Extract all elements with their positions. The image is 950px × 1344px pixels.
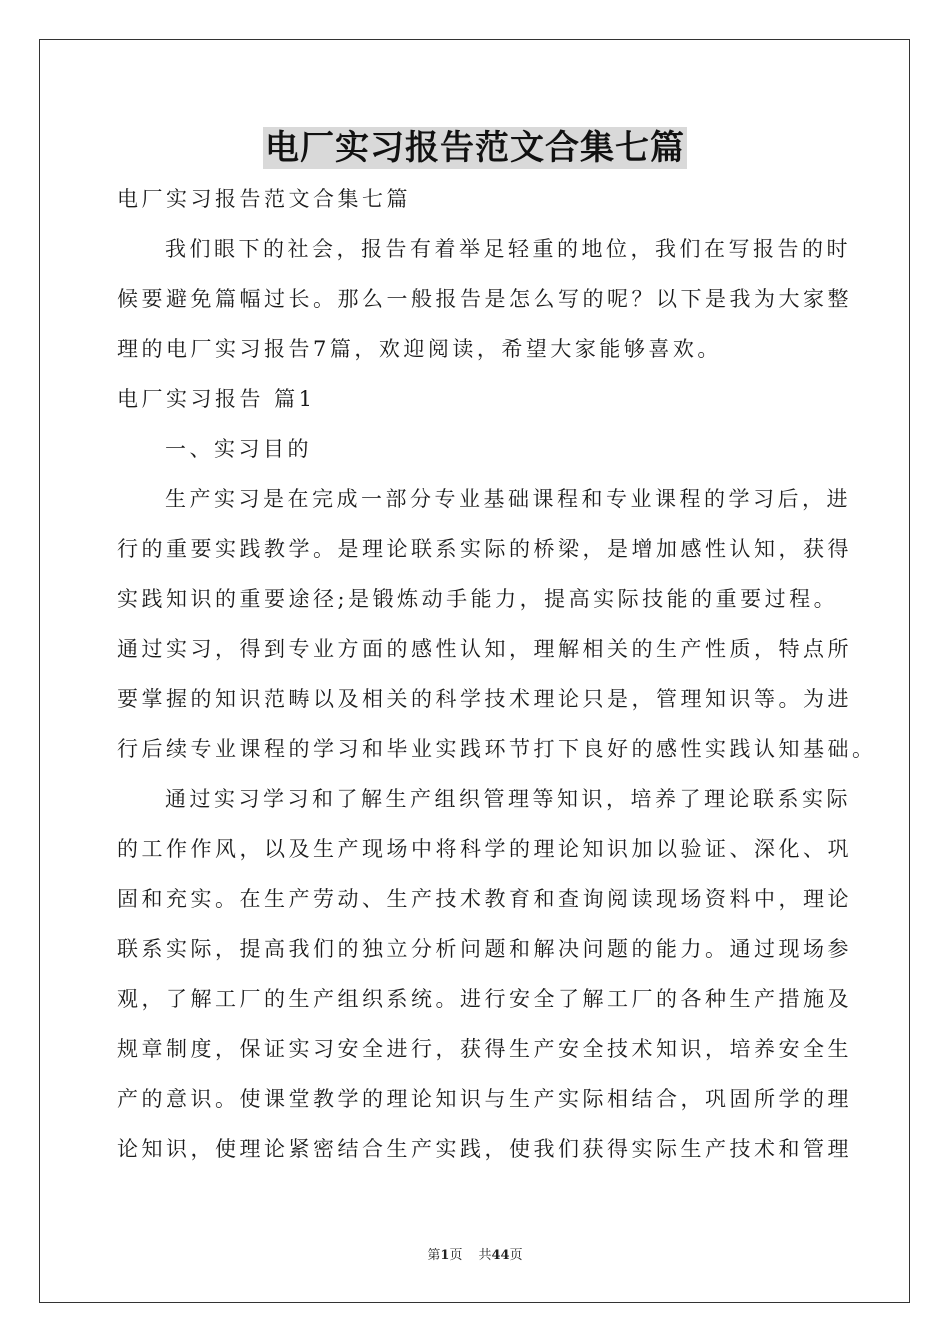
paragraph-line: 固和充实。在生产劳动、生产技术教育和查询阅读现场资料中，理论 — [117, 887, 852, 911]
total-prefix: 共 — [478, 1248, 492, 1263]
total-suffix: 页 — [509, 1248, 523, 1263]
paragraph-line: 论知识，使理论紧密结合生产实践，使我们获得实际生产技术和管理 — [117, 1137, 852, 1161]
section-heading: 电厂实习报告 篇1 — [117, 387, 316, 411]
paragraph-line: 候要避免篇幅过长。那么一般报告是怎么写的呢？以下是我为大家整 — [117, 287, 852, 311]
document-body — [117, 180, 877, 1180]
subsection-heading: 一、实习目的 — [165, 437, 312, 461]
page-suffix: 页 — [449, 1248, 463, 1263]
paragraph-line: 产的意识。使课堂教学的理论知识与生产实际相结合，巩固所学的理 — [117, 1087, 852, 1111]
paragraph-line: 我们眼下的社会，报告有着举足轻重的地位，我们在写报告的时 — [165, 237, 851, 261]
page-footer — [0, 1244, 950, 1263]
paragraph-line: 要掌握的知识范畴以及相关的科学技术理论只是，管理知识等。为进 — [117, 687, 852, 711]
paragraph-line: 行的重要实践教学。是理论联系实际的桥梁，是增加感性认知，获得 — [117, 537, 852, 561]
title-container — [0, 127, 950, 169]
page-number: 1 — [440, 1248, 450, 1263]
subtitle-line: 电厂实习报告范文合集七篇 — [117, 187, 411, 211]
paragraph-line: 联系实际，提高我们的独立分析问题和解决问题的能力。通过现场参 — [117, 937, 852, 961]
page-prefix: 第 — [427, 1248, 441, 1263]
paragraph-line: 生产实习是在完成一部分专业基础课程和专业课程的学习后，进 — [165, 487, 851, 511]
paragraph-line: 的工作作风，以及生产现场中将科学的理论知识加以验证、深化、巩 — [117, 837, 852, 861]
total-pages: 44 — [491, 1248, 510, 1263]
paragraph-line: 行后续专业课程的学习和毕业实践环节打下良好的感性实践认知基础。 — [117, 737, 877, 761]
paragraph-line: 规章制度，保证实习安全进行，获得生产安全技术知识，培养安全生 — [117, 1037, 852, 1061]
paragraph-line: 理的电厂实习报告7篇，欢迎阅读，希望大家能够喜欢。 — [117, 337, 722, 361]
paragraph-line: 通过实习学习和了解生产组织管理等知识，培养了理论联系实际 — [165, 787, 851, 811]
document-title: 电厂实习报告范文合集七篇 — [265, 128, 685, 168]
paragraph-line: 通过实习，得到专业方面的感性认知，理解相关的生产性质，特点所 — [117, 637, 852, 661]
paragraph-line: 实践知识的重要途径;是锻炼动手能力，提高实际技能的重要过程。 — [117, 587, 839, 611]
paragraph-line: 观，了解工厂的生产组织系统。进行安全了解工厂的各种生产措施及 — [117, 987, 852, 1011]
